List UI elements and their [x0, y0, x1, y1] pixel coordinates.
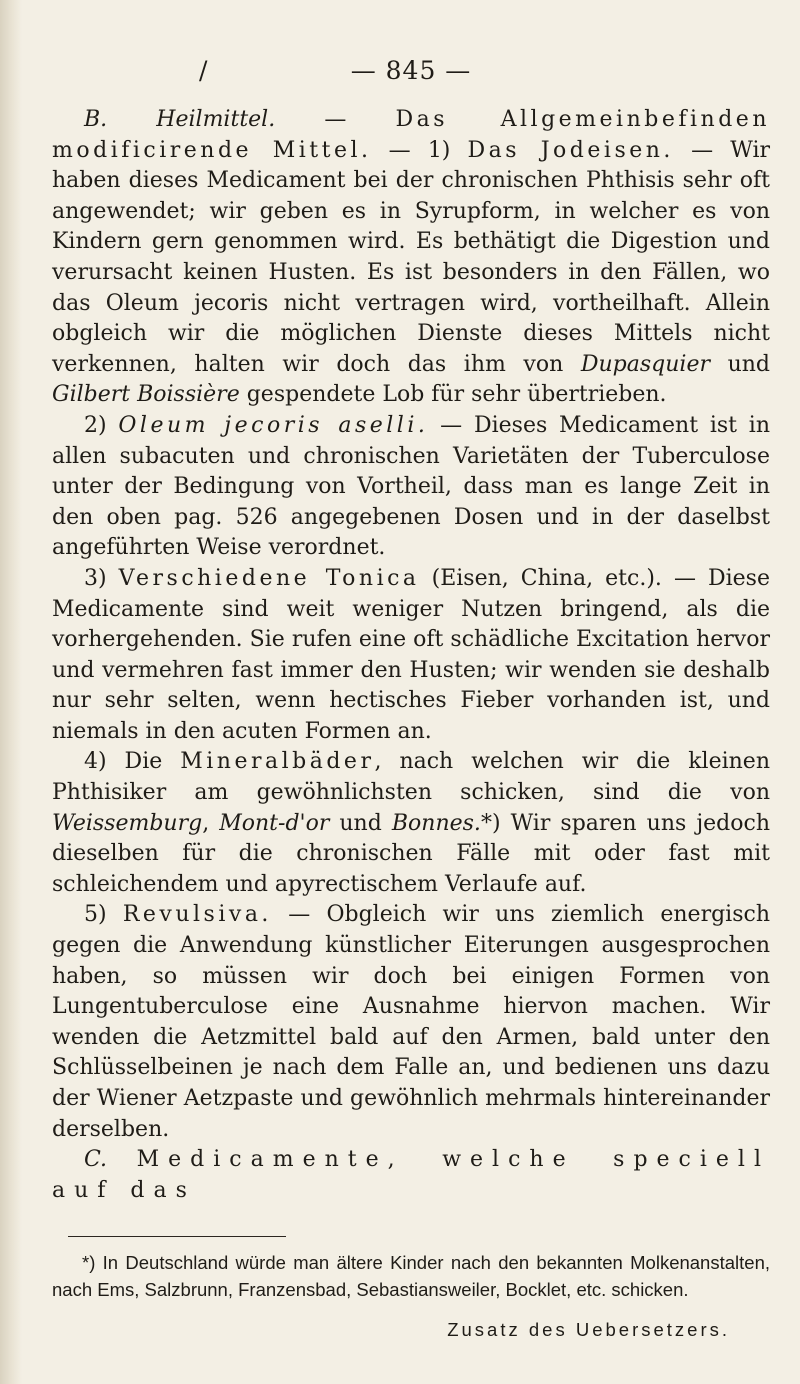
footnote-marker: *) [480, 810, 501, 836]
item-title-revulsiva: Revulsiva. [122, 902, 272, 928]
item-title-jodeisen: Das Jodeisen. [467, 137, 674, 163]
paragraph-revulsiva: 5) Revulsiva. — Obgleich wir uns ziemlich energisch gegen die Anwendung künstlicher Eiterungen ausgesprochen haben, so müssen wir doch bei einigen Formen von Lungentuberculose eine Ausnahme hiervon machen. Wir wenden die Aetzmittel bald auf den Armen, bald unter den Schlüsselbeinen je nach dem Falle an, und bedienen uns dazu der Wiener Aetzpaste und gewöhnlich mehrmals hintereinander derselben. [52, 902, 770, 1142]
item-title-tonica: Verschiedene Tonica [118, 565, 420, 591]
paragraph-b-heilmittel: B. Heilmittel. — Das Allgemeinbefinden modificirende Mittel. — 1) Das Jodeisen. — Wir haben dieses Medicament bei der chronischen Phthisis sehr oft angewendet; wir geben es in Syrupform, in welcher es von Kindern gern genommen wird. Es bethätigt die Digestion und verursacht keinen Husten. Es ist besonders in den Fällen, wo das Oleum jecoris nicht vertragen wird, vortheilhaft. Allein obgleich wir die möglichen Dienste dieses Mittels nicht verkennen, halten wir doch das ihm von Dupasquier und Gilbert Boissière gespendete Lob für sehr übertrieben. [52, 107, 770, 408]
paragraph-body: — Dieses Medicament ist in allen subacuten und chronischen Varietäten der Tuberculose unter der Bedingung von Vortheil, dass man es lange Zeit in den oben pag. 526 angegebenen Dosen und in der daselbst angeführten Weise verordnet. [52, 412, 771, 561]
paragraph-c-medicamente [52, 1145, 770, 1206]
item-title-mineralbaeder: Mineralbäder [180, 749, 375, 775]
paragraph-body: , nach welchen wir die kleinen Phthisiker am gewöhnlichsten schicken, sind die von [52, 749, 770, 806]
author-name: Gilbert Boissière [52, 382, 240, 408]
stray-mark: / [199, 56, 209, 85]
section-title: Heilmittel. [156, 107, 276, 132]
spaced-heading: Das Allgemeinbefinden modificirende Mittel. [52, 107, 770, 163]
author-name: Dupasquier [580, 351, 710, 377]
paragraph-tonica: 3) Verschiedene Tonica (Eisen, China, etc.). — Diese Medicamente sind weit weniger Nutzen bringend, als die vorhergehenden. Sie rufen eine oft schädliche Excitation hervor und vermehren fast immer den Husten; wir wenden sie deshalb nur sehr selten, wenn hectisches Fieber vorhanden ist, und niemals in den acuten Formen an. [52, 565, 770, 744]
page-edge-shadow [0, 0, 22, 1384]
page-number: — 845 — [350, 56, 472, 85]
section-label: C. [84, 1147, 108, 1173]
footnote: *) In Deutschland würde man ältere Kinder nach den bekannten Molkenanstalten, nach Ems, Salzbrunn, Franzensbad, Sebastiansweiler, Bocklet, etc. schicken. [52, 1252, 770, 1301]
book-page [52, 56, 770, 1346]
place-name: Weissemburg [52, 810, 203, 836]
paragraph-body: — Obgleich wir uns ziemlich energisch gegen die Anwendung künstlicher Eiterungen ausgesprochen haben, so müssen wir doch bei einigen Formen von Lungentuberculose eine Ausnahme hiervon machen. Wir wenden die Aetzmittel bald auf den Armen, bald unter den Schlüsselbeinen je nach dem Falle an, und bedienen uns dazu der Wiener Aetzpaste und gewöhnlich mehrmals hintereinander derselben. [52, 902, 770, 1142]
page-header [52, 56, 770, 85]
paragraph-body: (Eisen, China, etc.). — Diese Medicamente sind weit weniger Nutzen bringend, als die vorhergehenden. Sie rufen eine oft schädliche Excitation hervor und vermehren fast immer den Husten; wir wenden sie deshalb nur sehr selten, wenn hectisches Fieber vorhanden ist, und niemals in den acuten Formen an. [52, 565, 770, 744]
paragraph-mineralbaeder: 4) Die Mineralbäder, nach welchen wir die kleinen Phthisiker am gewöhnlichsten schicken, sind die von Weissemburg, Mont-d'or und Bonnes.*) Wir sparen uns jedoch dieselben für die chronischen Fälle mit oder fast mit schleichendem und apyrectischem Verlaufe auf. [52, 749, 770, 897]
footnote-divider [68, 1236, 286, 1237]
item-title-oleum: Oleum jecoris aselli. [118, 412, 429, 438]
section-heading-c: Medicamente, welche speciell auf das [52, 1147, 771, 1203]
footnote-signature: Zusatz des Uebersetzers. [447, 1319, 730, 1341]
paragraph-oleum: 2) Oleum jecoris aselli. — Dieses Medicament ist in allen subacuten und chronischen Varietäten der Tuberculose unter der Bedingung von Vortheil, dass man es lange Zeit in den oben pag. 526 angegebenen Dosen und in der daselbst angeführten Weise verordnet. [52, 412, 771, 561]
place-name: Mont-d'or [219, 810, 330, 836]
paragraph-body: — Wir haben dieses Medicament bei der chronischen Phthisis sehr oft angewendet; wir geben es in Syrupform, in welcher es von Kindern gern genommen wird. Es bethätigt die Digestion und verursacht keinen Husten. Es ist besonders in den Fällen, wo das Oleum jecoris nicht vertragen wird, vortheilhaft. Allein obgleich wir die möglichen Dienste dieses Mittels nicht verkennen, halten wir doch das ihm von [52, 137, 770, 377]
section-label: B. [84, 107, 108, 132]
place-name: Bonnes. [391, 810, 481, 836]
